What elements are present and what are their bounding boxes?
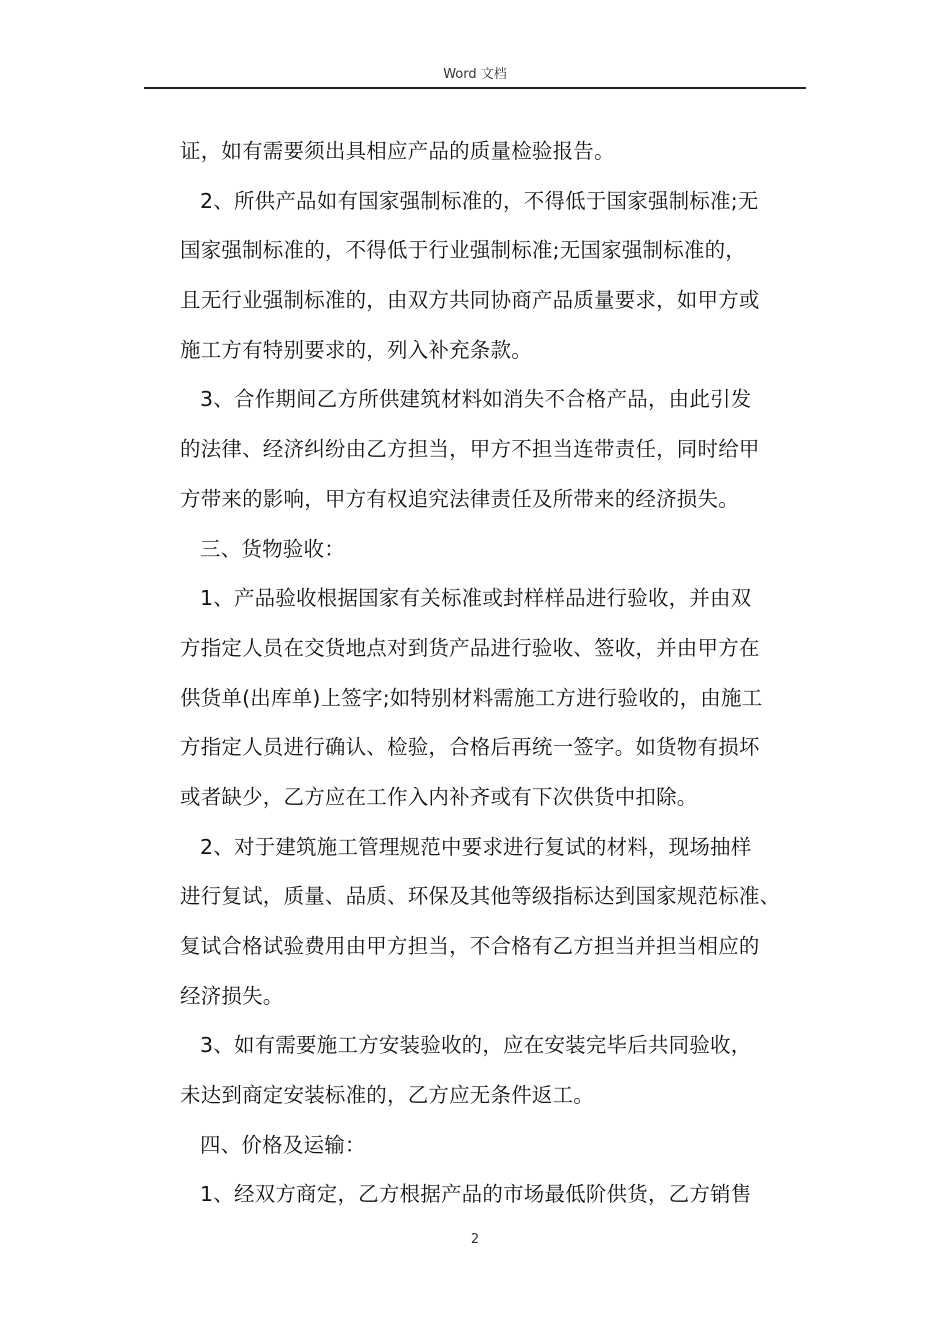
text-line: 3、如有需要施工方安装验收的，应在安装完毕后共同验收， bbox=[200, 1033, 752, 1058]
text-line: 方指定人员进行确认、检验，合格后再统一签字。如货物有损坏 bbox=[180, 735, 760, 760]
section-heading: 三、货物验收： bbox=[200, 536, 345, 561]
text-line: 的法律、经济纠纷由乙方担当，甲方不担当连带责任，同时给甲 bbox=[180, 437, 760, 462]
section-heading: 四、价格及运输： bbox=[200, 1132, 366, 1157]
text-line: 2、所供产品如有国家强制标准的，不得低于国家强制标准;无 bbox=[200, 188, 759, 213]
text-line: 经济损失。 bbox=[180, 983, 284, 1008]
page-header: Word 文档 bbox=[443, 67, 507, 82]
text-line: 进行复试，质量、品质、环保及其他等级指标达到国家规范标准、 bbox=[180, 884, 781, 909]
text-line: 复试合格试验费用由甲方担当，不合格有乙方担当并担当相应的 bbox=[180, 934, 760, 958]
text-line: 方指定人员在交货地点对到货产品进行验收、签收，并由甲方在 bbox=[180, 635, 760, 660]
text-line: 国家强制标准的，不得低于行业强制标准;无国家强制标准的， bbox=[180, 238, 747, 263]
text-line: 1、产品验收根据国家有关标准或封样样品进行验收，并由双 bbox=[200, 586, 752, 611]
document-body bbox=[180, 127, 820, 1220]
text-line: 施工方有特别要求的，列入补充条款。 bbox=[180, 337, 532, 362]
text-line: 1、经双方商定，乙方根据产品的市场最低阶供货，乙方销售 bbox=[200, 1182, 752, 1207]
text-line: 方带来的影响，甲方有权追究法律责任及所带来的经济损失。 bbox=[180, 486, 739, 511]
text-line: 未达到商定安装标准的，乙方应无条件返工。 bbox=[180, 1083, 594, 1108]
text-line: 证，如有需要须出具相应产品的质量检验报告。 bbox=[180, 139, 615, 163]
text-line: 且无行业强制标准的，由双方共同协商产品质量要求，如甲方或 bbox=[180, 288, 760, 313]
text-line: 供货单(出库单)上签字;如特别材料需施工方进行验收的，由施工 bbox=[180, 685, 763, 710]
header-divider bbox=[144, 87, 806, 89]
text-line: 3、合作期间乙方所供建筑材料如消失不合格产品，由此引发 bbox=[200, 387, 752, 412]
text-line: 或者缺少，乙方应在工作入内补齐或有下次供货中扣除。 bbox=[180, 784, 698, 809]
text-line: 2、对于建筑施工管理规范中要求进行复试的材料，现场抽样 bbox=[200, 834, 752, 859]
page-number: 2 bbox=[470, 1232, 480, 1247]
